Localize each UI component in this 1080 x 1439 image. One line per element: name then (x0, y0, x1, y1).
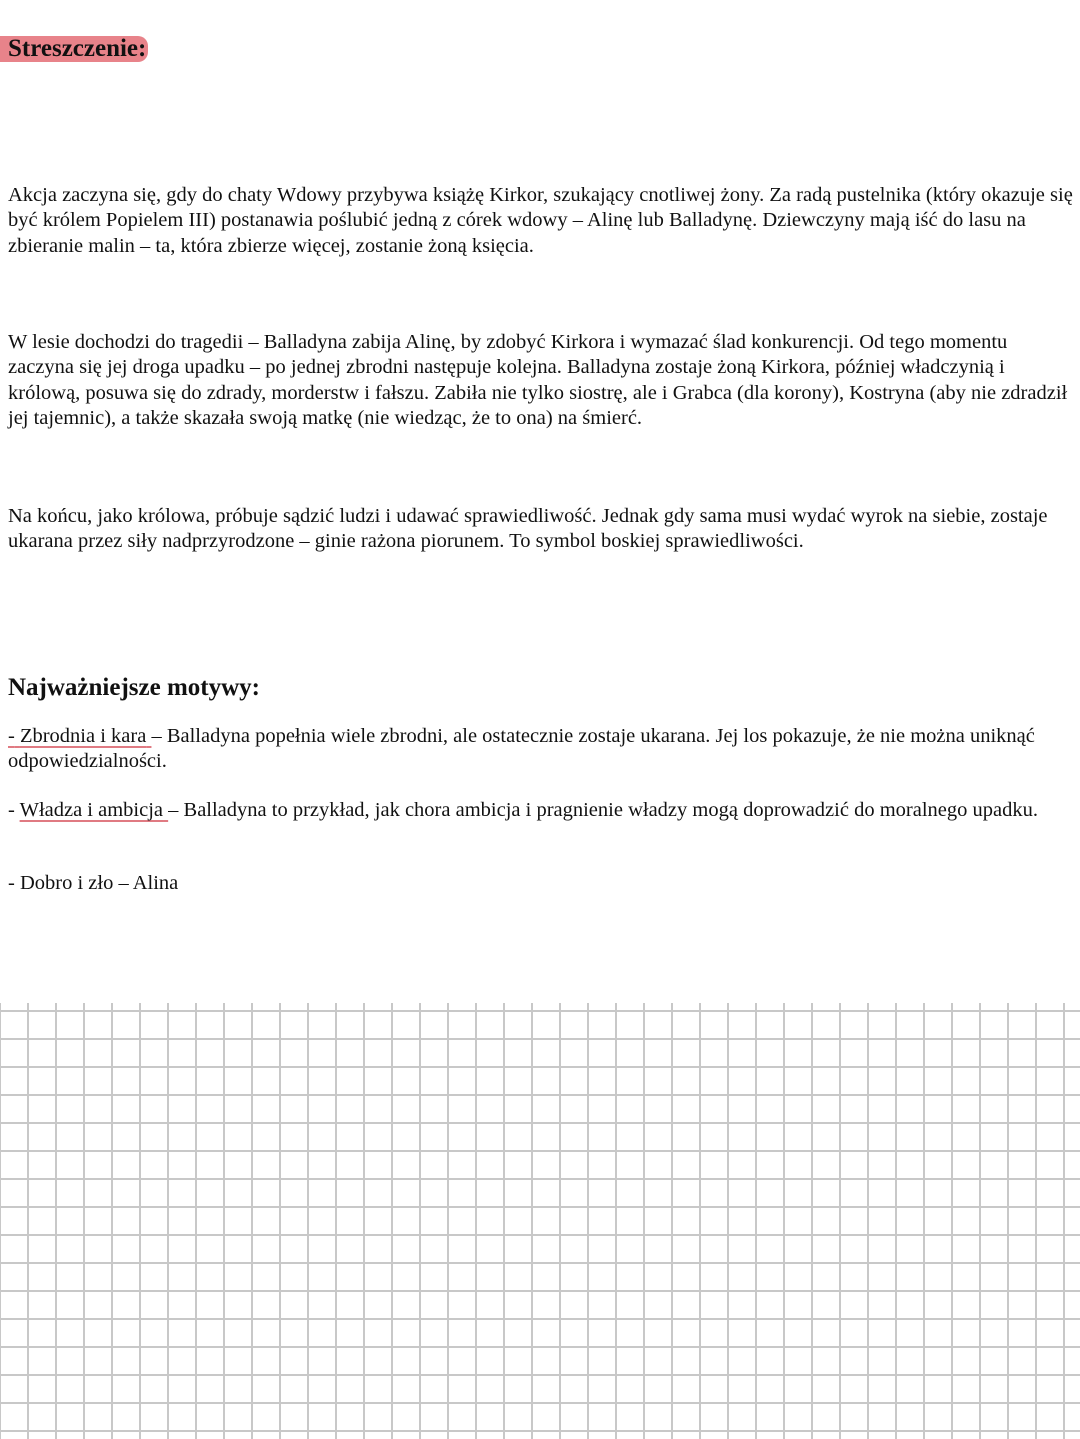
summary-paragraph-2: W lesie dochodzi do tragedii – Balladyna zabija Alinę, by zdobyć Kirkora i wymazać ślad konkurencji. Od tego momentu zaczyna się jej droga upadku – po jednej zbrodni następuje kolejna. Balladyna zostaje żoną Kirkora, później władczynią i królową, posuwa się do zdrady, morderstw i fałszu. Zabiła nie tylko siostrę, ale i Grabca (dla korony), Kostryna (aby nie zdradził jej tajemnic), a także skazała swoją matkę (nie wiedząc, że to ona) na śmierć. (8, 331, 1068, 429)
motif-item (8, 871, 1068, 896)
motif-item (8, 798, 1068, 823)
summary-heading: Streszczenie: (0, 36, 148, 62)
motif-title: Władza i ambicja (19, 799, 164, 821)
motif-description: – Alina (113, 872, 179, 894)
summary-paragraph-1: Akcja zaczyna się, gdy do chaty Wdowy przybywa książę Kirkor, szukający cnotliwej żony. Za radą pustelnika (który okazuje się być królem Popielem III) postanawia poślubić jedną z córek wdowy – Alinę lub Balladynę. Dziewczyny mają iść do lasu na zbieranie malin – ta, która zbierze więcej, zostanie żoną księcia. (8, 184, 1073, 257)
summary-paragraph-3: Na końcu, jako królowa, próbuje sądzić ludzi i udawać sprawiedliwość. Jednak gdy sama musi wydać wyrok na siebie, zostaje ukarana przez siły nadprzyrodzone – ginie rażona piorunem. To symbol boskiej sprawiedliwości. (8, 505, 1048, 553)
motif-description: – Balladyna to przykład, jak chora ambicja i pragnienie władzy mogą doprowadzić do moralnego upadku. (168, 799, 1038, 821)
motif-item (8, 724, 1068, 775)
motif-bullet: - (8, 799, 15, 821)
motif-description: – Balladyna popełnia wiele zbrodni, ale ostatecznie zostaje ukarana. Jej los pokazuje, że nie można uniknąć odpowiedzialności. (8, 725, 1035, 773)
motif-bullet: - (8, 725, 15, 747)
motif-title: Dobro i zło (19, 872, 114, 894)
motifs-heading: Najważniejsze motywy: (8, 674, 261, 701)
motif-bullet: - (8, 872, 15, 894)
graph-paper-grid (0, 1003, 1080, 1439)
motif-title: Zbrodnia i kara (19, 725, 147, 747)
